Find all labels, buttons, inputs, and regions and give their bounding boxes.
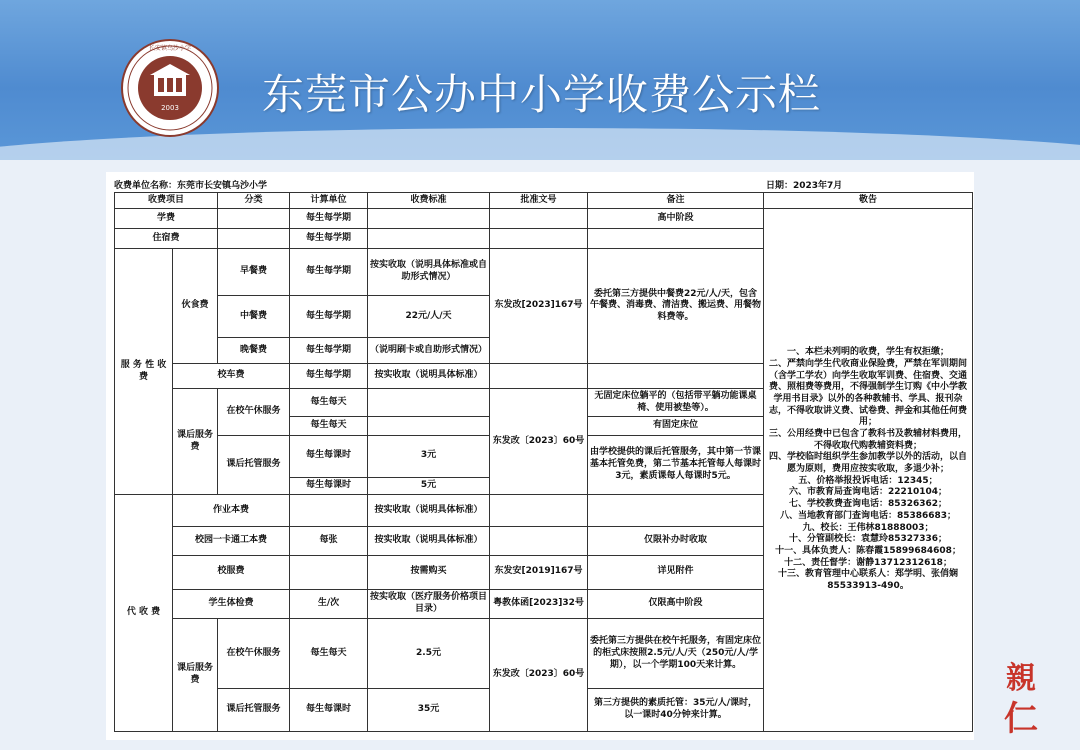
agent-fee-group: 代 收 费 — [115, 494, 173, 731]
bus-name: 校车费 — [173, 363, 290, 388]
warning-line: 六、市教育局查询电话：22210104； — [788, 487, 948, 498]
warning-cell — [764, 208, 973, 731]
uniform-note: 详见附件 — [588, 555, 764, 589]
after-care-standard-2: 5元 — [368, 478, 490, 495]
header-category: 分类 — [218, 193, 290, 209]
agent-afterschool-group: 课后服务费 — [173, 619, 218, 732]
medical-note: 仅限高中阶段 — [588, 589, 764, 619]
svg-text:仁: 仁 — [1004, 699, 1038, 739]
service-fee-group: 服 务 性 收 费 — [115, 249, 173, 495]
card-unit: 每张 — [290, 526, 368, 555]
warning-line: 七、学校教费查询电话：85326362； — [788, 499, 948, 510]
header-standard: 收费标准 — [368, 193, 490, 209]
agent-approval: 东发改〔2023〕60号 — [490, 619, 588, 732]
fee-table — [114, 192, 973, 732]
page-title: 东莞市公办中小学收费公示栏 — [262, 70, 822, 119]
agent-noon-standard: 2.5元 — [368, 619, 490, 689]
warning-line: 二、严禁向学生代收商业保险费，严禁在军训期间（含学工学农）向学生收取军训费、住宿费、交通费、照相费等费用，不得强制学生订购《中小学教学用书目录》以外的各种教辅书、学具、报刊杂志，不得收取讲义费、试卷费、押金和其他任何费用； — [769, 358, 968, 428]
medical-standard: 按实收取（医疗服务价格项目目录） — [368, 589, 490, 619]
medical-approval: 粤教体函[2023]32号 — [490, 589, 588, 619]
agent-after-care-unit: 每生每课时 — [290, 689, 368, 732]
after-care-standard-1: 3元 — [368, 435, 490, 477]
table-row — [115, 208, 973, 228]
after-care-unit-2: 每生每课时 — [290, 478, 368, 495]
agent-after-care-note: 第三方提供的素质托管：35元/人/课时，以一课时40分钟来计算。 — [588, 689, 764, 732]
warning-line: 十、分管副校长：袁慧玲85327336； — [788, 534, 948, 545]
fee-sheet — [106, 172, 974, 740]
after-care-name: 课后托管服务 — [218, 435, 290, 494]
lunch-unit: 每生每学期 — [290, 296, 368, 338]
table-header-row — [115, 193, 973, 209]
noon-unit-1: 每生每天 — [290, 389, 368, 417]
emblem-year: 2003 — [161, 104, 179, 112]
card-note: 仅限补办时收取 — [588, 526, 764, 555]
noon-unit-2: 每生每天 — [290, 417, 368, 435]
warning-line: 五、价格举报投诉电话：12345； — [798, 475, 938, 486]
header-note: 备注 — [588, 193, 764, 209]
bus-standard: 按实收取（说明具体标准） — [368, 363, 490, 388]
warning-line: 九、校长：王伟林81888003； — [802, 522, 934, 533]
card-name: 校园一卡通工本费 — [173, 526, 290, 555]
svg-text:親: 親 — [1006, 661, 1036, 696]
header-warning: 敬告 — [764, 193, 973, 209]
noon-note-1: 无固定床位躺平的（包括带平躺功能课桌椅、使用被垫等）。 — [588, 389, 764, 417]
tuition-note: 高中阶段 — [588, 208, 764, 228]
header-approval: 批准文号 — [490, 193, 588, 209]
seal-stamp-icon — [990, 650, 1052, 740]
lunch-note: 委托第三方提供中餐费22元/人/天，包含午餐费、消毒费、清洁费、搬运费、用餐物料费等。 — [588, 249, 764, 364]
noon-service-name: 在校午休服务 — [218, 389, 290, 435]
warning-line: 一、本栏未列明的收费，学生有权拒缴； — [787, 347, 950, 358]
agent-noon-unit: 每生每天 — [290, 619, 368, 689]
workbook-name: 作业本费 — [173, 494, 290, 526]
agent-noon-note: 委托第三方提供在校午托服务，有固定床位的柜式床按照2.5元/人/天（250元/人/学期），以一个学期100天来计算。 — [588, 619, 764, 689]
bus-unit: 每生每学期 — [290, 363, 368, 388]
lodging-item: 住宿费 — [115, 229, 218, 249]
breakfast-unit: 每生每学期 — [290, 249, 368, 296]
medical-name: 学生体检费 — [173, 589, 290, 619]
dinner-standard: （说明刷卡或自助形式情况） — [368, 338, 490, 363]
breakfast-name: 早餐费 — [218, 249, 290, 296]
warning-line: 四、学校临时组织学生参加教学以外的活动，以自愿为原则，费用应按实收取，多退少补； — [769, 452, 968, 475]
warning-line: 三、公用经费中已包含了教科书及教辅材料费用，不得收取代购教辅资料费； — [769, 429, 968, 451]
warning-line: 十一、具体负责人：陈春霞15899684608； — [775, 545, 961, 556]
lunch-approval: 东发改[2023]167号 — [490, 249, 588, 364]
tuition-unit: 每生每学期 — [290, 208, 368, 228]
uniform-standard: 按需购买 — [368, 555, 490, 589]
fee-unit-name: 收费单位名称：东莞市长安镇乌沙小学 — [114, 181, 268, 191]
uniform-approval: 东发安[2019]167号 — [490, 555, 588, 589]
after-care-unit-1: 每生每课时 — [290, 435, 368, 477]
dinner-unit: 每生每学期 — [290, 338, 368, 363]
lunch-name: 中餐费 — [218, 296, 290, 338]
meal-fee-group: 伙食费 — [173, 249, 218, 364]
service-afterschool-group: 课后服务费 — [173, 389, 218, 495]
noon-note-2: 有固定床位 — [588, 417, 764, 435]
breakfast-standard: 按实收取（说明具体标准或自助形式情况） — [368, 249, 490, 296]
workbook-standard: 按实收取（说明具体标准） — [368, 494, 490, 526]
uniform-name: 校服费 — [173, 555, 290, 589]
warning-line: 十二、责任督学：谢静13712312618； — [784, 557, 952, 568]
agent-noon-name: 在校午休服务 — [218, 619, 290, 689]
emblem-ring-text: 长安镇乌沙小学 — [148, 45, 192, 52]
tuition-item: 学费 — [115, 208, 218, 228]
agent-after-care-name: 课后托管服务 — [218, 689, 290, 732]
header-item: 收费项目 — [115, 193, 218, 209]
dinner-name: 晚餐费 — [218, 338, 290, 363]
card-standard: 按实收取（说明具体标准） — [368, 526, 490, 555]
service-approval: 东发改〔2023〕60号 — [490, 389, 588, 495]
notice-date: 日期：2023年7月 — [766, 181, 843, 191]
warning-line: 十三、教育管理中心联系人：郑学明、张俏娴85533913-490。 — [778, 569, 959, 591]
warning-line: 八、当地教育部门查询电话：85386683； — [779, 510, 957, 521]
lunch-standard: 22元/人/天 — [368, 296, 490, 338]
after-care-note: 由学校提供的课后托管服务，其中第一节课基本托管免费，第二节基本托管每人每课时3元，素质课每人每课时5元。 — [588, 435, 764, 494]
medical-unit: 生/次 — [290, 589, 368, 619]
agent-after-care-standard: 35元 — [368, 689, 490, 732]
header-unit: 计算单位 — [290, 193, 368, 209]
school-emblem-icon — [120, 38, 220, 138]
lodging-unit: 每生每学期 — [290, 229, 368, 249]
